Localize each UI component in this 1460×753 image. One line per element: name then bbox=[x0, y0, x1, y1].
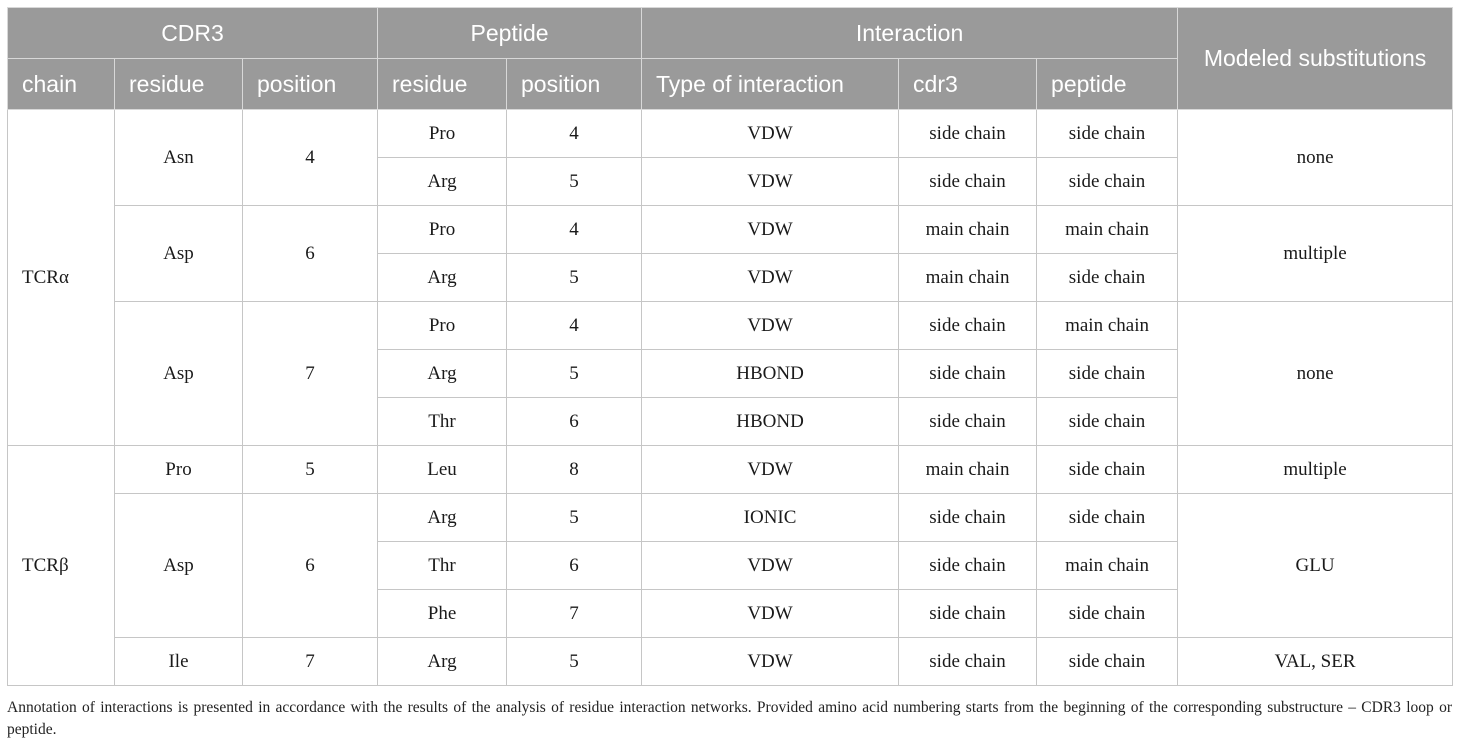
chain-cell: TCRβ bbox=[8, 446, 115, 686]
peptide-part-cell: side chain bbox=[1037, 590, 1178, 638]
interaction-type-cell: VDW bbox=[642, 302, 899, 350]
interaction-type-cell: VDW bbox=[642, 110, 899, 158]
interaction-table bbox=[7, 7, 1453, 686]
peptide-residue-cell: Thr bbox=[378, 542, 507, 590]
peptide-position-cell: 4 bbox=[507, 206, 642, 254]
cdr3-part-cell: side chain bbox=[899, 590, 1037, 638]
peptide-residue-cell: Arg bbox=[378, 158, 507, 206]
cdr3-part-cell: main chain bbox=[899, 446, 1037, 494]
table-header bbox=[8, 8, 1453, 110]
peptide-position-cell: 5 bbox=[507, 638, 642, 686]
peptide-part-cell: side chain bbox=[1037, 638, 1178, 686]
table-container bbox=[7, 7, 1452, 686]
interaction-type-cell: VDW bbox=[642, 542, 899, 590]
cdr3-position-cell: 5 bbox=[243, 446, 378, 494]
cdr3-residue-cell: Asp bbox=[115, 302, 243, 446]
peptide-position-cell: 7 bbox=[507, 590, 642, 638]
peptide-residue-cell: Pro bbox=[378, 302, 507, 350]
cdr3-residue-cell: Pro bbox=[115, 446, 243, 494]
cdr3-position-cell: 6 bbox=[243, 494, 378, 638]
table-row bbox=[8, 110, 1453, 158]
table-row bbox=[8, 302, 1453, 350]
interaction-type-cell: VDW bbox=[642, 590, 899, 638]
peptide-residue-cell: Phe bbox=[378, 590, 507, 638]
interaction-type-cell: VDW bbox=[642, 206, 899, 254]
interaction-type-cell: HBOND bbox=[642, 350, 899, 398]
header-modeled-substitutions: Modeled substitutions bbox=[1178, 8, 1453, 110]
peptide-residue-cell: Pro bbox=[378, 206, 507, 254]
cdr3-part-cell: side chain bbox=[899, 638, 1037, 686]
interaction-type-cell: VDW bbox=[642, 158, 899, 206]
cdr3-part-cell: side chain bbox=[899, 158, 1037, 206]
peptide-residue-cell: Leu bbox=[378, 446, 507, 494]
peptide-residue-cell: Arg bbox=[378, 254, 507, 302]
interaction-type-cell: IONIC bbox=[642, 494, 899, 542]
col-peptide-residue: residue bbox=[378, 59, 507, 110]
cdr3-position-cell: 7 bbox=[243, 638, 378, 686]
interaction-type-cell: HBOND bbox=[642, 398, 899, 446]
modeled-cell: multiple bbox=[1178, 206, 1453, 302]
cdr3-part-cell: side chain bbox=[899, 542, 1037, 590]
cdr3-position-cell: 6 bbox=[243, 206, 378, 302]
cdr3-part-cell: main chain bbox=[899, 254, 1037, 302]
header-group-row bbox=[8, 8, 1453, 59]
cdr3-part-cell: side chain bbox=[899, 398, 1037, 446]
peptide-position-cell: 6 bbox=[507, 398, 642, 446]
interaction-type-cell: VDW bbox=[642, 638, 899, 686]
peptide-position-cell: 5 bbox=[507, 350, 642, 398]
cdr3-part-cell: side chain bbox=[899, 494, 1037, 542]
peptide-position-cell: 6 bbox=[507, 542, 642, 590]
peptide-position-cell: 4 bbox=[507, 302, 642, 350]
cdr3-residue-cell: Asn bbox=[115, 110, 243, 206]
col-cdr3: cdr3 bbox=[899, 59, 1037, 110]
table-footnote: Annotation of interactions is presented in accordance with the results of the analysis of residue interaction networks. Provided amino acid numbering starts from the beginning of the corresponding substructure – CDR3 loop or peptide. bbox=[7, 699, 1452, 738]
peptide-position-cell: 5 bbox=[507, 494, 642, 542]
peptide-residue-cell: Arg bbox=[378, 350, 507, 398]
table-row bbox=[8, 446, 1453, 494]
peptide-part-cell: side chain bbox=[1037, 446, 1178, 494]
cdr3-part-cell: main chain bbox=[899, 206, 1037, 254]
peptide-position-cell: 5 bbox=[507, 254, 642, 302]
modeled-cell: GLU bbox=[1178, 494, 1453, 638]
col-interaction-type: Type of interaction bbox=[642, 59, 899, 110]
col-cdr3-position: position bbox=[243, 59, 378, 110]
header-interaction: Interaction bbox=[642, 8, 1178, 59]
col-chain: chain bbox=[8, 59, 115, 110]
peptide-part-cell: side chain bbox=[1037, 158, 1178, 206]
interaction-type-cell: VDW bbox=[642, 254, 899, 302]
modeled-cell: multiple bbox=[1178, 446, 1453, 494]
peptide-position-cell: 5 bbox=[507, 158, 642, 206]
cdr3-residue-cell: Ile bbox=[115, 638, 243, 686]
table-row bbox=[8, 494, 1453, 542]
cdr3-part-cell: side chain bbox=[899, 350, 1037, 398]
col-cdr3-residue: residue bbox=[115, 59, 243, 110]
table-body bbox=[8, 110, 1453, 686]
modeled-cell: none bbox=[1178, 110, 1453, 206]
peptide-part-cell: side chain bbox=[1037, 494, 1178, 542]
peptide-part-cell: side chain bbox=[1037, 398, 1178, 446]
cdr3-part-cell: side chain bbox=[899, 110, 1037, 158]
header-peptide: Peptide bbox=[378, 8, 642, 59]
cdr3-position-cell: 4 bbox=[243, 110, 378, 206]
interaction-type-cell: VDW bbox=[642, 446, 899, 494]
peptide-part-cell: main chain bbox=[1037, 302, 1178, 350]
peptide-position-cell: 8 bbox=[507, 446, 642, 494]
peptide-part-cell: side chain bbox=[1037, 110, 1178, 158]
cdr3-part-cell: side chain bbox=[899, 302, 1037, 350]
table-row bbox=[8, 206, 1453, 254]
chain-cell: TCRα bbox=[8, 110, 115, 446]
peptide-part-cell: main chain bbox=[1037, 542, 1178, 590]
peptide-part-cell: main chain bbox=[1037, 206, 1178, 254]
modeled-cell: VAL, SER bbox=[1178, 638, 1453, 686]
cdr3-residue-cell: Asp bbox=[115, 206, 243, 302]
peptide-residue-cell: Arg bbox=[378, 494, 507, 542]
peptide-residue-cell: Thr bbox=[378, 398, 507, 446]
modeled-cell: none bbox=[1178, 302, 1453, 446]
header-cdr3: CDR3 bbox=[8, 8, 378, 59]
col-peptide-position: position bbox=[507, 59, 642, 110]
table-row bbox=[8, 638, 1453, 686]
peptide-residue-cell: Arg bbox=[378, 638, 507, 686]
col-peptide: peptide bbox=[1037, 59, 1178, 110]
peptide-position-cell: 4 bbox=[507, 110, 642, 158]
cdr3-residue-cell: Asp bbox=[115, 494, 243, 638]
peptide-residue-cell: Pro bbox=[378, 110, 507, 158]
peptide-part-cell: side chain bbox=[1037, 350, 1178, 398]
peptide-part-cell: side chain bbox=[1037, 254, 1178, 302]
cdr3-position-cell: 7 bbox=[243, 302, 378, 446]
